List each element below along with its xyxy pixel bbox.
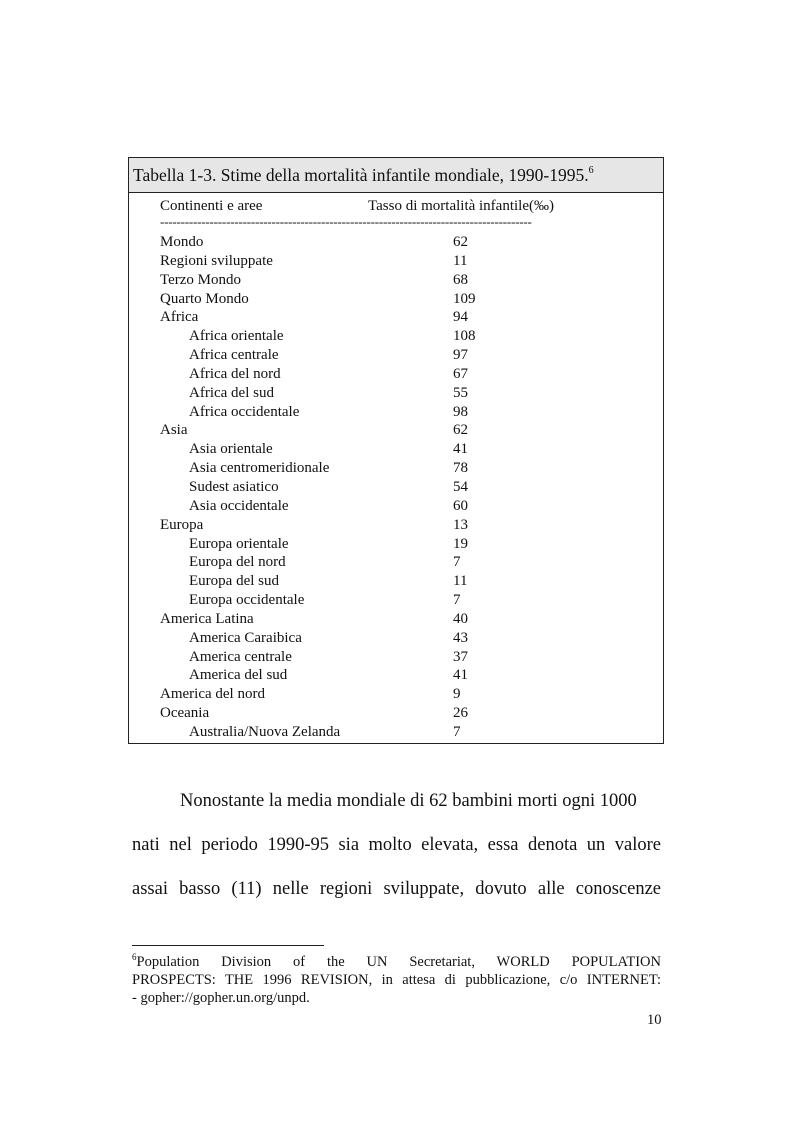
column-header-rate: Tasso di mortalità infantile(‰)	[368, 198, 554, 214]
area-name: Africa del sud	[189, 384, 274, 401]
area-name: Europa del sud	[189, 573, 279, 590]
mortality-rate: 67	[453, 365, 468, 382]
area-name: America del sud	[189, 667, 288, 684]
mortality-rate: 60	[453, 497, 468, 514]
body-paragraph-line-2: nati nel periodo 1990-95 sia molto elevata, essa denota un valore	[132, 835, 661, 855]
table-row	[129, 290, 663, 309]
table-row	[129, 666, 663, 685]
table-row	[129, 346, 663, 365]
mortality-rate: 7	[453, 723, 461, 740]
footnote	[132, 953, 661, 1007]
mortality-rate: 97	[453, 347, 468, 364]
mortality-rate: 40	[453, 610, 468, 627]
table-row	[129, 591, 663, 610]
area-name: Oceania	[160, 705, 210, 722]
area-name: Terzo Mondo	[160, 271, 242, 288]
area-name: Africa centrale	[189, 347, 279, 364]
mortality-rate: 7	[453, 554, 461, 571]
table-row	[129, 572, 663, 591]
footnote-mark: 6	[132, 952, 137, 962]
body-paragraph-line-1: Nonostante la media mondiale di 62 bambini morti ogni 1000	[180, 791, 637, 811]
mortality-rate: 98	[453, 403, 468, 420]
mortality-rate: 37	[453, 648, 468, 665]
mortality-rate: 26	[453, 705, 468, 722]
table-body	[129, 233, 663, 742]
mortality-rate: 78	[453, 460, 468, 477]
table-row	[129, 704, 663, 723]
table-row	[129, 629, 663, 648]
mortality-rate: 11	[453, 252, 468, 269]
table-row	[129, 233, 663, 252]
mortality-rate: 19	[453, 535, 468, 552]
table-row	[129, 365, 663, 384]
area-name: Europa orientale	[189, 535, 289, 552]
table-row	[129, 535, 663, 554]
table-row	[129, 497, 663, 516]
area-name: America Latina	[160, 610, 254, 627]
table-row	[129, 252, 663, 271]
header-separator: ------------------------------------------------------------------------------------------	[160, 215, 532, 229]
area-name: Mondo	[160, 234, 204, 250]
table-row	[129, 516, 663, 535]
footnote-divider	[132, 945, 324, 946]
page-number: 10	[647, 1012, 662, 1028]
mortality-rate: 54	[453, 478, 468, 495]
table-caption-text: Tabella 1-3. Stime della mortalità infantile mondiale, 1990-1995.	[133, 165, 589, 185]
column-header-areas: Continenti e aree	[160, 198, 263, 214]
footnote-line-2: PROSPECTS: THE 1996 REVISION, in attesa di pubblicazione, c/o INTERNET:	[132, 972, 661, 988]
mortality-rate: 13	[453, 516, 468, 533]
footnote-line-3: - gopher://gopher.un.org/unpd.	[132, 990, 310, 1006]
area-name: America del nord	[160, 686, 265, 703]
area-name: Regioni sviluppate	[160, 252, 273, 269]
table-row	[129, 610, 663, 629]
table-row	[129, 384, 663, 403]
mortality-rate: 41	[453, 441, 468, 458]
table-row	[129, 403, 663, 422]
area-name: America centrale	[189, 648, 292, 665]
area-name: Quarto Mondo	[160, 290, 249, 307]
mortality-rate: 62	[453, 422, 468, 439]
area-name: Africa	[160, 309, 199, 326]
area-name: Europa occidentale	[189, 592, 305, 609]
footnote-reference: 6	[588, 165, 594, 176]
mortality-rate: 108	[453, 328, 476, 345]
table-row	[129, 685, 663, 704]
table-row	[129, 648, 663, 667]
mortality-table	[128, 157, 664, 744]
area-name: Asia orientale	[189, 441, 273, 458]
mortality-rate: 9	[453, 686, 461, 703]
mortality-rate: 109	[453, 290, 476, 307]
area-name: Africa del nord	[189, 365, 281, 382]
table-row	[129, 459, 663, 478]
table-row	[129, 421, 663, 440]
area-name: Sudest asiatico	[189, 478, 279, 495]
table-row	[129, 440, 663, 459]
mortality-rate: 55	[453, 384, 468, 401]
footnote-line-1	[132, 953, 661, 971]
footnote-text-1: Population Division of the UN Secretariat, WORLD POPULATION	[136, 954, 661, 970]
mortality-rate: 41	[453, 667, 468, 684]
area-name: Africa orientale	[189, 328, 284, 345]
area-name: Europa	[160, 516, 204, 533]
mortality-rate: 68	[453, 271, 468, 288]
area-name: Asia centromeridionale	[189, 460, 330, 477]
area-name: America Caraibica	[189, 629, 302, 646]
area-name: Europa del nord	[189, 554, 286, 571]
mortality-rate: 62	[453, 234, 468, 250]
mortality-rate: 43	[453, 629, 468, 646]
mortality-rate: 94	[453, 309, 468, 326]
area-name: Asia occidentale	[189, 497, 289, 514]
area-name: Australia/Nuova Zelanda	[189, 723, 341, 740]
area-name: Africa occidentale	[189, 403, 300, 420]
table-row	[129, 271, 663, 290]
mortality-rate: 11	[453, 573, 468, 590]
table-row	[129, 723, 663, 742]
table-caption	[129, 158, 663, 193]
table-row	[129, 327, 663, 346]
area-name: Asia	[160, 422, 188, 439]
table-row	[129, 308, 663, 327]
table-row	[129, 553, 663, 572]
table-row	[129, 478, 663, 497]
body-paragraph-line-3: assai basso (11) nelle regioni sviluppate, dovuto alle conoscenze	[132, 879, 661, 899]
mortality-rate: 7	[453, 592, 461, 609]
